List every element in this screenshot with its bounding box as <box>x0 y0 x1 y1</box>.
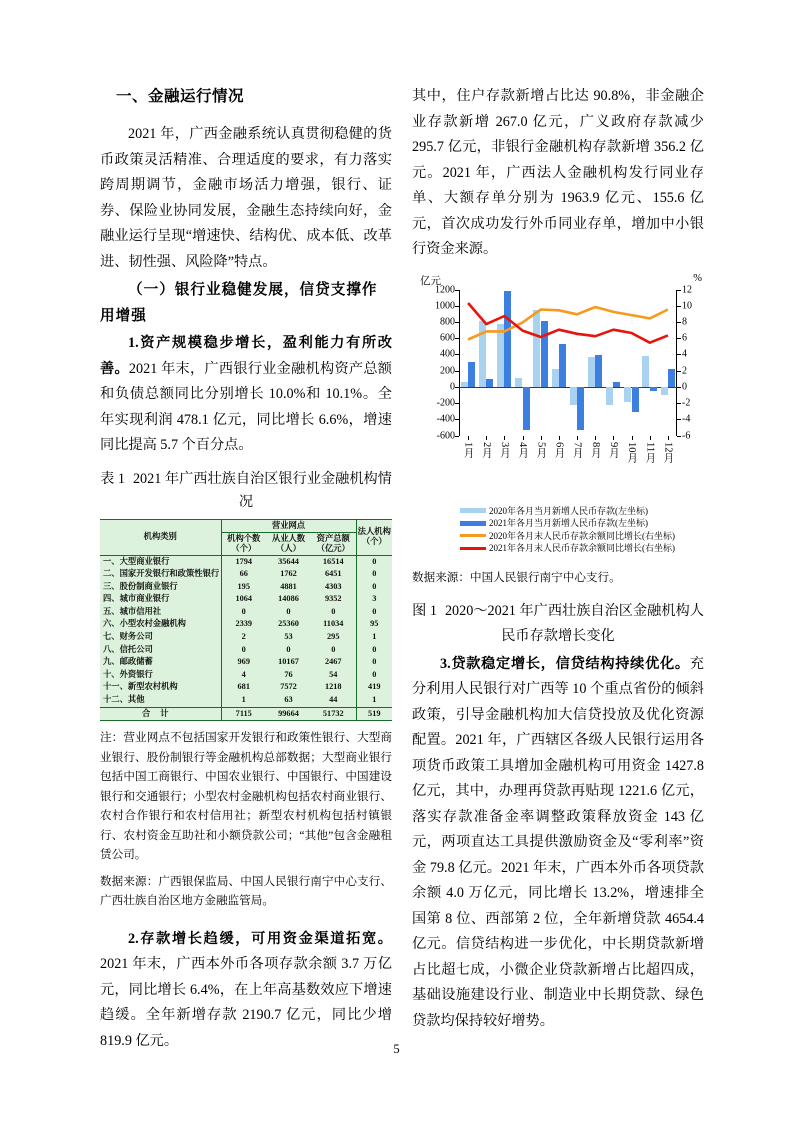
x-axis-tick-mark <box>468 436 469 440</box>
header-assets <box>311 532 356 555</box>
y-axis-tick-label: 1000 <box>435 300 455 312</box>
y2-axis-tick-mark <box>677 436 681 437</box>
deposit-growth-chart <box>412 273 704 471</box>
table-source <box>100 872 392 911</box>
intro-paragraph: 2021 年，广西金融系统认真贯彻稳健的货币政策灵活精准、合理适度的要求，有力落实跨周期调节，金融市场活力增强，银行、证券、保险业协同发展，金融生态持续向好，金融业运行呈现“增速快、结构优、成本低、改革进、韧性强、风险降”特点。 <box>100 126 392 270</box>
total-legal: 519 <box>356 707 392 721</box>
row-employees: 0 <box>286 644 291 654</box>
row-assets: 295 <box>327 632 340 642</box>
y2-axis-tick-label: 12 <box>682 284 692 295</box>
item1-text: 2021 年末，广西银行业金融机构资产总额和负债总额同比分别增长 10.0%和 10.1%。全年实现利润 478.1 亿元，同比增长 6.6%，增速同比提高 5.7 个百分点。 <box>100 360 392 453</box>
y-axis-unit-right: % <box>693 272 702 284</box>
legend-swatch <box>460 534 486 537</box>
table-row <box>100 568 392 581</box>
y-axis-tick-label: 0 <box>450 381 455 393</box>
y2-axis-tick-label: -2 <box>682 397 691 409</box>
figure-caption-text: 2020～2021 年广西壮族自治区金融机构人民币存款增长变化 <box>444 602 704 644</box>
row-assets: 4303 <box>324 581 342 591</box>
y-axis-tick-mark <box>455 436 459 437</box>
y2-axis-tick-mark <box>677 403 681 404</box>
y2-axis-tick-mark <box>677 354 681 355</box>
figure-source <box>412 569 704 585</box>
y2-axis-tick-mark <box>677 306 681 307</box>
row-employees: 53 <box>284 632 293 642</box>
item1-paragraph <box>100 331 392 459</box>
header-group-branches: 营业网点 <box>221 519 356 532</box>
table-note-label: 注： <box>100 731 124 745</box>
table-row <box>100 631 392 644</box>
y2-axis-tick-mark <box>677 290 681 291</box>
row-institutions: 195 <box>221 581 266 594</box>
row-name: 十、外资银行 <box>103 669 153 679</box>
header-institutions-line2: （个） <box>231 543 257 553</box>
y2-axis-tick-label: 4 <box>682 348 687 360</box>
figure-source-text: 中国人民银行南宁中心支行。 <box>469 570 621 584</box>
header-employees <box>266 532 311 555</box>
table-total-row <box>100 707 392 721</box>
table-source-text: 广西银保监局、中国人民银行南宁中心支行、广西壮族自治区地方金融监管局。 <box>100 874 392 908</box>
chart-lines <box>459 290 677 436</box>
legend-label: 2020年各月末人民币存款余额同比增长(右坐标) <box>489 530 675 541</box>
row-legal: 1 <box>356 631 392 644</box>
x-axis-tick-mark <box>668 436 669 440</box>
table-caption <box>100 468 392 514</box>
chart-legend <box>412 505 704 555</box>
header-assets-line1: 资产总额 <box>316 533 350 543</box>
row-institutions: 969 <box>221 656 266 669</box>
y2-axis-tick-label: 6 <box>682 332 687 344</box>
x-axis-tick-label: 11月 <box>644 441 656 463</box>
page-number: 5 <box>393 1042 400 1056</box>
table-row <box>100 593 392 606</box>
item2-text: 2021 年末，广西本外币各项存款余额 3.7 万亿元，同比增长 6.4%，在上年高基数效应下增速趋缓。全年新增存款 2190.7 亿元，同比少增 819.9 亿元。 <box>100 956 392 1049</box>
y-axis-tick-label: 800 <box>440 316 455 328</box>
row-employees: 63 <box>266 694 311 707</box>
row-name: 八、信托公司 <box>103 644 153 654</box>
x-axis-tick-label: 3月 <box>498 441 510 458</box>
row-assets: 11034 <box>323 619 344 629</box>
x-axis-tick-label: 8月 <box>589 441 601 458</box>
row-name: 一、大型商业银行 <box>103 556 170 566</box>
row-employees: 0 <box>286 606 291 616</box>
x-axis-tick-label: 6月 <box>553 441 565 458</box>
header-legal-entities <box>356 519 392 555</box>
table-row <box>100 681 392 694</box>
item3-paragraph <box>412 652 704 1035</box>
legend-label: 2020年各月当月新增人民币存款(左坐标) <box>489 505 648 516</box>
y-axis-tick-label: -400 <box>436 413 455 425</box>
table-row <box>100 656 392 669</box>
table-row <box>100 618 392 631</box>
item2-lead: 2.存款增长趋缓，可用资金渠道拓宽。 <box>128 930 392 947</box>
x-axis-tick-mark <box>559 436 560 440</box>
row-institutions: 681 <box>221 681 266 694</box>
x-axis-tick-mark <box>595 436 596 440</box>
item3-lead: 3.贷款稳定增长，信贷结构持续优化。 <box>440 655 690 672</box>
legend-item <box>460 517 704 530</box>
x-axis-tick-mark <box>650 436 651 440</box>
row-name: 二、国家开发银行和政策性银行 <box>103 569 220 579</box>
x-axis-tick-mark <box>632 436 633 440</box>
row-employees: 14086 <box>278 594 299 604</box>
legend-item <box>460 530 704 543</box>
figure-caption-lead: 图 1 <box>412 602 437 619</box>
bank-institutions-table <box>100 519 392 722</box>
row-assets: 54 <box>329 669 338 679</box>
row-legal: 0 <box>356 581 392 594</box>
row-employees: 4881 <box>280 581 297 591</box>
x-axis-tick-label: 12月 <box>662 441 674 463</box>
row-name: 四、城市商业银行 <box>103 594 170 604</box>
table-caption-text: 2021 年广西壮族自治区银行业金融机构情况 <box>132 470 392 510</box>
subsection-heading: （一）银行业稳健发展，信贷支撑作用增强 <box>100 282 378 324</box>
row-assets: 0 <box>331 606 336 616</box>
y-axis-unit-left: 亿元 <box>420 275 441 287</box>
x-axis-tick-mark <box>541 436 542 440</box>
x-axis-tick-label: 1月 <box>462 441 474 458</box>
table-row <box>100 644 392 657</box>
y-axis-tick-label: 600 <box>440 332 455 344</box>
row-institutions: 2339 <box>221 618 266 631</box>
chart-line-series <box>468 307 668 340</box>
total-assets: 51732 <box>311 707 356 721</box>
y-axis-tick-label: -200 <box>436 397 455 409</box>
x-axis-tick-mark <box>504 436 505 440</box>
table-caption-lead: 表 1 <box>100 470 125 487</box>
figure-source-label: 数据来源： <box>412 570 470 584</box>
y2-axis-tick-mark <box>677 371 681 372</box>
row-legal: 0 <box>356 555 392 568</box>
row-legal: 419 <box>356 681 392 694</box>
header-institutions-line1: 机构个数 <box>227 533 261 543</box>
total-institutions: 7115 <box>221 707 266 721</box>
y2-axis-tick-label: -4 <box>682 413 691 425</box>
header-employees-line2: （人） <box>276 543 301 553</box>
x-axis-tick-mark <box>486 436 487 440</box>
item3-text: 充分利用人民银行对广西等 10 个重点省份的倾斜政策，引导金融机构加大信贷投放及优化资源配置。2021 年，广西辖区各级人民银行运用各项货币政策工具增加金融机构可用资金 1427.8 亿元，其中，办理再贷款再贴现 1221.6 亿元，落实存款准备金率调整政策释放资金 143 亿元，两项直达工具提供激励资金及“零利率”资金 79.8 亿元。2021 年末，广西本外币各项贷款余额 4.0 万亿元，同比增长 13.2%，增速排全国第 8 位、西部第 2 位，全年新增贷款 4654.4 亿元。信贷结构进一步优化，中长期贷款新增占比超七成，小微企业贷款新增占比超四成，基础设施建设行业、制造业中长期贷款、绿色贷款均保持较好增势。 <box>412 655 704 1029</box>
x-axis-tick-label: 2月 <box>480 441 492 458</box>
y2-axis-tick-label: 8 <box>682 316 687 328</box>
table-row <box>100 606 392 619</box>
y2-axis-tick-mark <box>677 387 681 388</box>
row-name: 十二、其他 <box>100 694 221 707</box>
row-name: 五、城市信用社 <box>103 606 162 616</box>
header-category: 机构类别 <box>100 519 221 555</box>
item2-paragraph <box>100 927 392 1055</box>
y2-axis-tick-label: 0 <box>682 381 687 393</box>
table-header-row-1 <box>100 519 392 532</box>
row-assets: 16514 <box>322 556 344 566</box>
row-legal: 0 <box>356 606 392 619</box>
figure-1 <box>412 273 704 649</box>
y2-axis-tick-mark <box>677 322 681 323</box>
figure-caption <box>412 599 704 649</box>
table-row <box>100 694 392 707</box>
row-institutions: 4 <box>221 669 266 682</box>
row-employees: 1762 <box>280 569 297 579</box>
row-assets: 44 <box>311 694 356 707</box>
row-assets: 2467 <box>324 657 342 667</box>
legend-swatch <box>460 547 486 550</box>
row-legal: 0 <box>356 568 392 581</box>
table-note <box>100 728 392 865</box>
legend-item <box>460 505 704 518</box>
chart-line-series <box>468 303 668 343</box>
row-assets: 1218 <box>324 682 342 692</box>
chart-plot-area <box>435 284 692 463</box>
row-institutions: 66 <box>221 568 266 581</box>
x-axis-tick-label: 10月 <box>626 441 638 463</box>
row-assets: 9352 <box>324 594 342 604</box>
right-para-1: 其中，住户存款新增占比达 90.8%，非金融企业存款新增 267.0 亿元，广义政府存款减少 295.7 亿元，非银行金融机构存款新增 356.2 亿元。2021 年，广西法人金融机构发行同业存单、大额存单分别为 1963.9 亿元、155.6 亿元，首次成功发行外币同业存单，增加中小银行资金来源。 <box>412 88 704 257</box>
header-employees-line1: 从业人数 <box>271 533 306 543</box>
x-axis-tick-mark <box>577 436 578 440</box>
item1-lead: 1.资产规模稳步增长，盈利能力有所改善。 <box>100 335 392 377</box>
row-legal: 95 <box>356 618 392 631</box>
x-axis-tick-label: 9月 <box>607 441 619 458</box>
legend-label: 2021年各月当月新增人民币存款(左坐标) <box>489 518 648 528</box>
y-axis-tick-label: 1200 <box>435 284 455 295</box>
row-legal: 0 <box>356 656 392 669</box>
table-row <box>100 555 392 568</box>
y2-axis-tick-label: 2 <box>682 365 687 377</box>
table-source-label: 数据来源： <box>100 874 159 888</box>
row-assets: 6451 <box>324 569 342 579</box>
left-column <box>100 84 392 1057</box>
header-legal-line2: （个） <box>361 537 387 546</box>
row-institutions: 0 <box>221 606 266 619</box>
legend-label: 2021年各月末人民币存款余额同比增长(右坐标) <box>489 543 675 553</box>
y2-axis-tick-label: 10 <box>682 300 692 312</box>
row-employees: 10167 <box>278 657 299 667</box>
x-axis-tick-mark <box>523 436 524 440</box>
x-axis-tick-label: 5月 <box>535 441 547 458</box>
x-axis-tick-mark <box>613 436 614 440</box>
total-label: 合计 <box>100 707 221 721</box>
row-name: 七、财务公司 <box>103 632 153 642</box>
total-employees: 99664 <box>266 707 311 721</box>
y2-axis-tick-mark <box>677 419 681 420</box>
y-axis-tick-label: 400 <box>440 348 455 360</box>
row-institutions: 1 <box>221 694 266 707</box>
row-employees: 7572 <box>280 682 297 692</box>
header-institutions <box>221 532 266 555</box>
y2-axis-tick-label: -6 <box>682 430 691 441</box>
legend-swatch <box>460 508 486 513</box>
x-axis-tick-label: 4月 <box>517 441 529 458</box>
right-column <box>412 84 704 1037</box>
row-employees: 76 <box>284 669 293 679</box>
header-legal-line1: 法人机构 <box>357 527 391 536</box>
table-note-text: 营业网点不包括国家开发银行和政策性银行、大型商业银行、股份制银行等金融机构总部数据；大型商业银行包括中国工商银行、中国农业银行、中国银行、中国建设银行和交通银行；小型农村金融机构包括农村商业银行、农村合作银行和农村信用社；新型农村机构包括村镇银行、农村资金互助社和小额贷款公司；“其他”包含金融租赁公司。 <box>100 731 392 862</box>
table-row <box>100 669 392 682</box>
legend-item <box>460 542 704 555</box>
row-institutions: 0 <box>221 644 266 657</box>
row-legal: 1 <box>356 694 392 707</box>
row-institutions: 1064 <box>221 593 266 606</box>
y-axis-tick-label: -600 <box>436 430 455 441</box>
row-employees: 25360 <box>278 619 299 629</box>
row-employees: 35644 <box>278 556 299 566</box>
row-name: 六、小型农村金融机构 <box>103 619 186 629</box>
row-name: 十一、新型农村机构 <box>103 682 178 692</box>
row-assets: 0 <box>331 644 336 654</box>
y2-axis-tick-mark <box>677 338 681 339</box>
section-heading: 一、金融运行情况 <box>116 88 245 105</box>
header-assets-line2: （亿元） <box>316 543 350 553</box>
y-axis-tick-label: 200 <box>440 365 455 377</box>
x-axis-tick-label: 7月 <box>571 441 583 458</box>
row-name: 三、股份制商业银行 <box>103 581 178 591</box>
row-legal: 3 <box>356 593 392 606</box>
row-institutions: 2 <box>221 631 266 644</box>
row-name: 九、邮政储蓄 <box>103 657 153 667</box>
row-legal: 0 <box>356 669 392 682</box>
row-legal: 0 <box>356 644 392 657</box>
legend-swatch <box>460 521 486 526</box>
row-institutions: 1794 <box>221 555 266 568</box>
table-row <box>100 581 392 594</box>
